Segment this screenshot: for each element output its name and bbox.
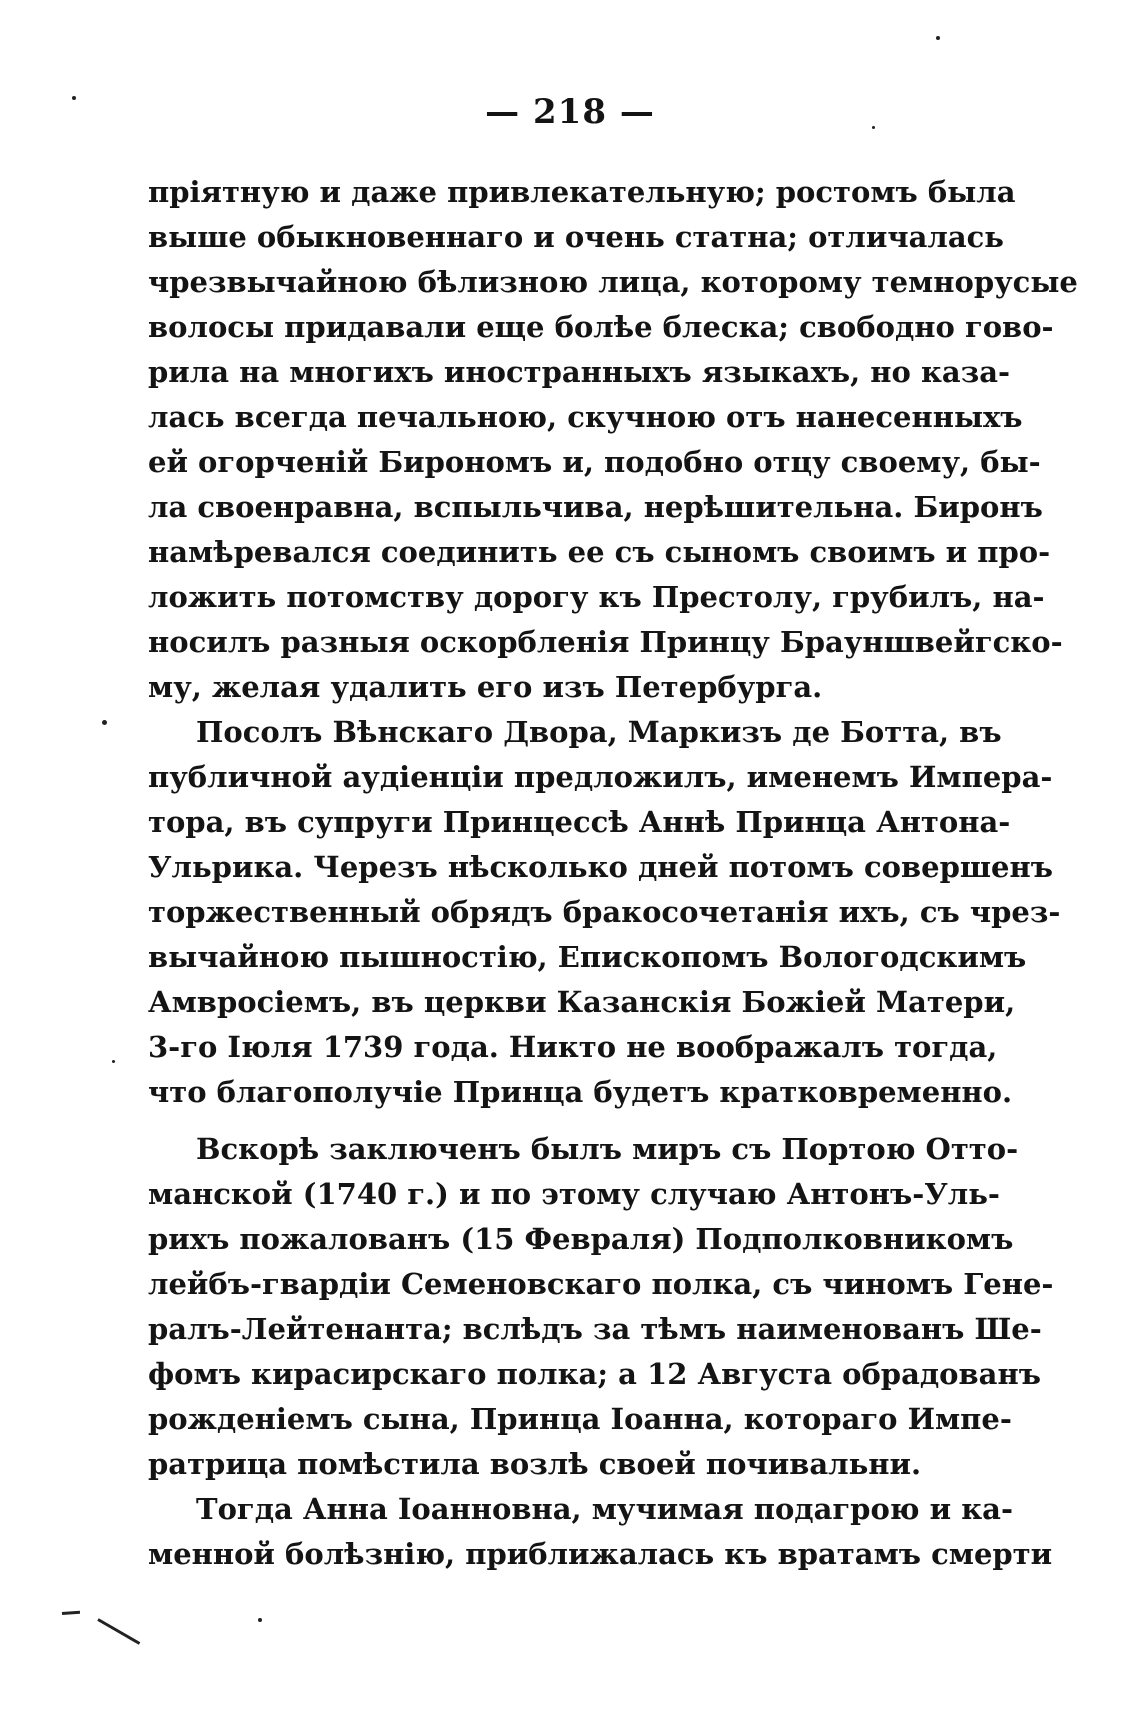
text-line: Посолъ Вѣнскаго Двора, Маркизъ де Ботта, въ bbox=[196, 715, 1002, 749]
paragraph-3 bbox=[148, 1127, 1054, 1487]
text-line: Амвросіемъ, въ церкви Казанскія Божіей Матери, bbox=[148, 985, 1016, 1019]
text-line: вычайною пышностію, Епископомъ Вологодскимъ bbox=[148, 940, 1027, 974]
body-text bbox=[148, 170, 1078, 1577]
text-line: пріятную и даже привлекательную; ростомъ была bbox=[148, 175, 1016, 209]
scan-speck bbox=[72, 96, 76, 100]
scan-scratch bbox=[97, 1618, 140, 1645]
text-line: что благополучіе Принца будетъ кратковременно. bbox=[148, 1075, 1013, 1109]
paragraph-2 bbox=[148, 710, 1061, 1115]
paragraph-1 bbox=[148, 170, 1078, 710]
text-line: Вскорѣ заключенъ былъ миръ съ Портою Отто- bbox=[196, 1132, 1019, 1166]
scan-speck bbox=[872, 126, 875, 129]
text-line: ралъ-Лейтенанта; вслѣдъ за тѣмъ наименованъ Ше- bbox=[148, 1312, 1042, 1346]
scan-speck bbox=[936, 36, 940, 40]
text-line: рила на многихъ иностранныхъ языкахъ, но каза- bbox=[148, 355, 1011, 389]
text-line: рихъ пожалованъ (15 Февраля) Подполковникомъ bbox=[148, 1222, 1014, 1256]
text-line: публичной аудіенціи предложилъ, именемъ Импера- bbox=[148, 760, 1053, 794]
scan-speck bbox=[102, 720, 107, 725]
paragraph-gap bbox=[148, 1115, 960, 1127]
text-line: Тогда Анна Іоанновна, мучимая подагрою и ка- bbox=[196, 1492, 1013, 1526]
page-number: — 218 — bbox=[485, 92, 655, 132]
text-line: ратрица помѣстила возлѣ своей почивальни. bbox=[148, 1447, 922, 1481]
text-line: торжественный обрядъ бракосочетанія ихъ, съ чрез- bbox=[148, 895, 1061, 929]
text-line: ложить потомству дорогу къ Престолу, грубилъ, на- bbox=[148, 580, 1045, 614]
text-line: чрезвычайною бѣлизною лица, которому темнорусые bbox=[148, 265, 1078, 299]
text-line: рожденіемъ сына, Принца Іоанна, котораго Импе- bbox=[148, 1402, 1012, 1436]
scan-scratch bbox=[62, 1611, 80, 1615]
text-line: лейбъ-гвардіи Семеновскаго полка, съ чиномъ Гене- bbox=[148, 1267, 1054, 1301]
text-line: менной болѣзнію, приближалась къ вратамъ смерти bbox=[148, 1537, 1053, 1571]
scan-speck bbox=[112, 1060, 115, 1063]
text-line: носилъ разныя оскорбленія Принцу Брауншвейгско- bbox=[148, 625, 1063, 659]
text-line: волосы придавали еще болѣе блеска; свободно гово- bbox=[148, 310, 1054, 344]
paragraph-4 bbox=[148, 1487, 1053, 1577]
text-line: Ульрика. Черезъ нѣсколько дней потомъ совершенъ bbox=[148, 850, 1053, 884]
text-line: тора, въ супруги Принцессѣ Аннѣ Принца Антона- bbox=[148, 805, 1011, 839]
text-line: манской (1740 г.) и по этому случаю Антонъ-Уль- bbox=[148, 1177, 1000, 1211]
text-line: му, желая удалить его изъ Петербурга. bbox=[148, 670, 823, 704]
text-line: 3-го Іюля 1739 года. Никто не воображалъ тогда, bbox=[148, 1030, 998, 1064]
text-line: ей огорченій Бирономъ и, подобно отцу своему, бы- bbox=[148, 445, 1041, 479]
scan-speck bbox=[258, 1618, 262, 1622]
text-line: намѣревался соединить ее съ сыномъ своимъ и про- bbox=[148, 535, 1051, 569]
text-line: ла своенравна, вспыльчива, нерѣшительна. Биронъ bbox=[148, 490, 1043, 524]
text-line: выше обыкновеннаго и очень статна; отличалась bbox=[148, 220, 1004, 254]
text-line: фомъ кирасирскаго полка; а 12 Августа обрадованъ bbox=[148, 1357, 1041, 1391]
text-line: лась всегда печальною, скучною отъ нанесенныхъ bbox=[148, 400, 1023, 434]
